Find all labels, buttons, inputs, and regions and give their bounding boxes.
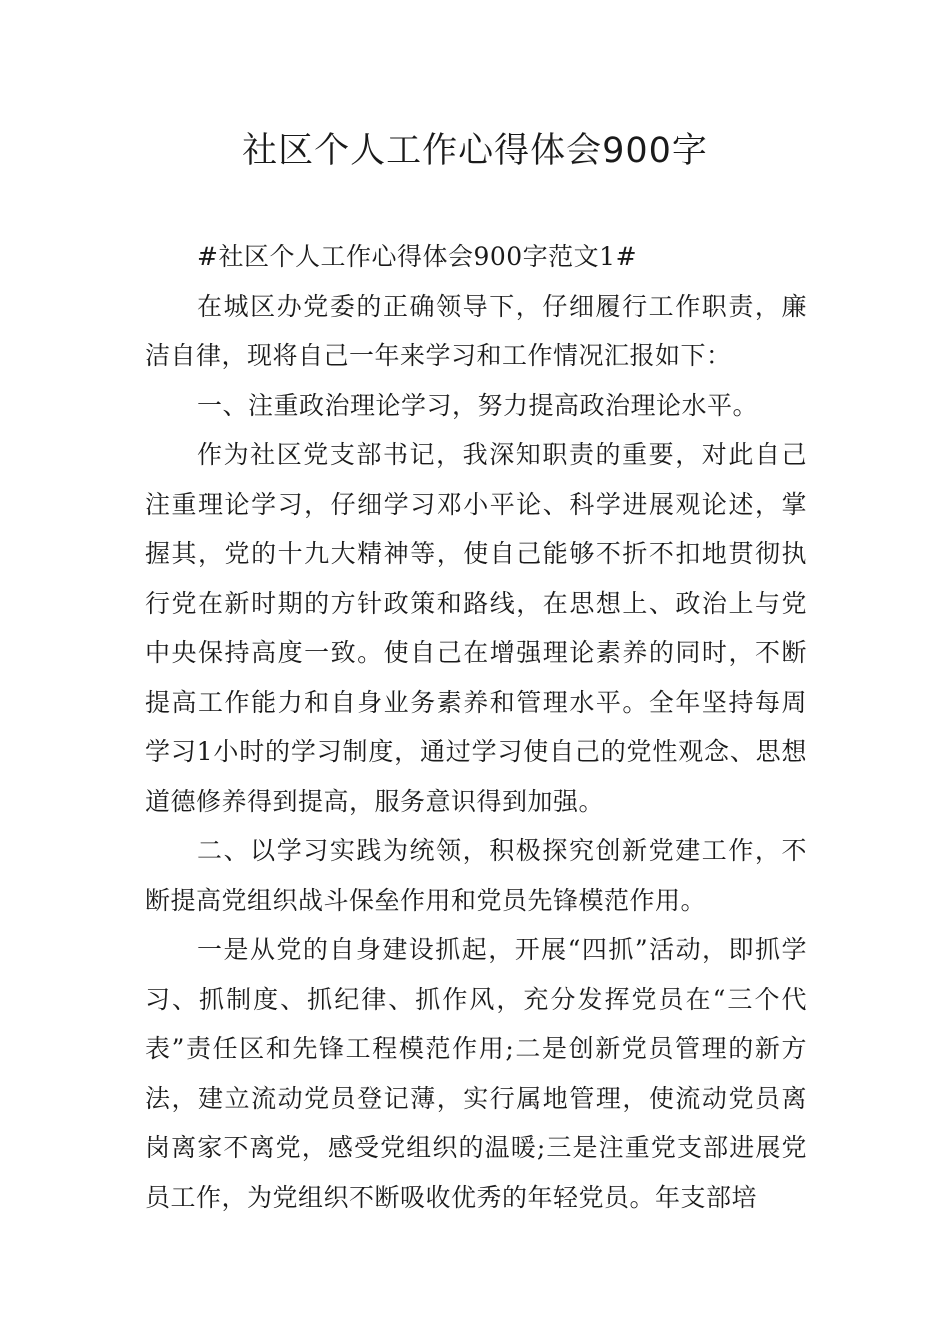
body-paragraph: 作为社区党支部书记，我深知职责的重要，对此自己注重理论学习，仔细学习邓小平论、科学进展观论述，掌握其，党的十九大精神等，使自己能够不折不扣地贯彻执行党在新时期的方针政策和路线，在思想上、政治上与党中央保持高度一致。使自己在增强理论素养的同时，不断提高工作能力和自身业务素养和管理水平。全年坚持每周学习1小时的学习制度，通过学习使自己的党性观念、思想道德修养得到提高，服务意识得到加强。: [145, 440, 807, 816]
section-heading-2: 二、以学习实践为统领，积极探究创新党建工作，不断提高党组织战斗保垒作用和党员先锋模范作用。: [145, 836, 807, 915]
document-title: 社区个人工作心得体会900字: [242, 131, 708, 171]
document-body: [145, 232, 807, 1222]
intro-paragraph: 在城区办党委的正确领导下，仔细履行工作职责，廉洁自律，现将自己一年来学习和工作情况汇报如下：: [145, 291, 807, 370]
body-paragraph: 一是从党的自身建设抓起，开展“四抓”活动，即抓学习、抓制度、抓纪律、抓作风，充分发挥党员在“三个代表”责任区和先锋工程模范作用;二是创新党员管理的新方法，建立流动党员登记薄，实行属地管理，使流动党员离岗离家不离党，感受党组织的温暖;三是注重党支部进展党员工作，为党组织不断吸收优秀的年轻党员。年支部培: [145, 935, 807, 1212]
section-heading-1: 一、注重政治理论学习，努力提高政治理论水平。: [197, 390, 759, 420]
section-heading-sample-1: #社区个人工作心得体会900字范文1#: [197, 242, 638, 271]
